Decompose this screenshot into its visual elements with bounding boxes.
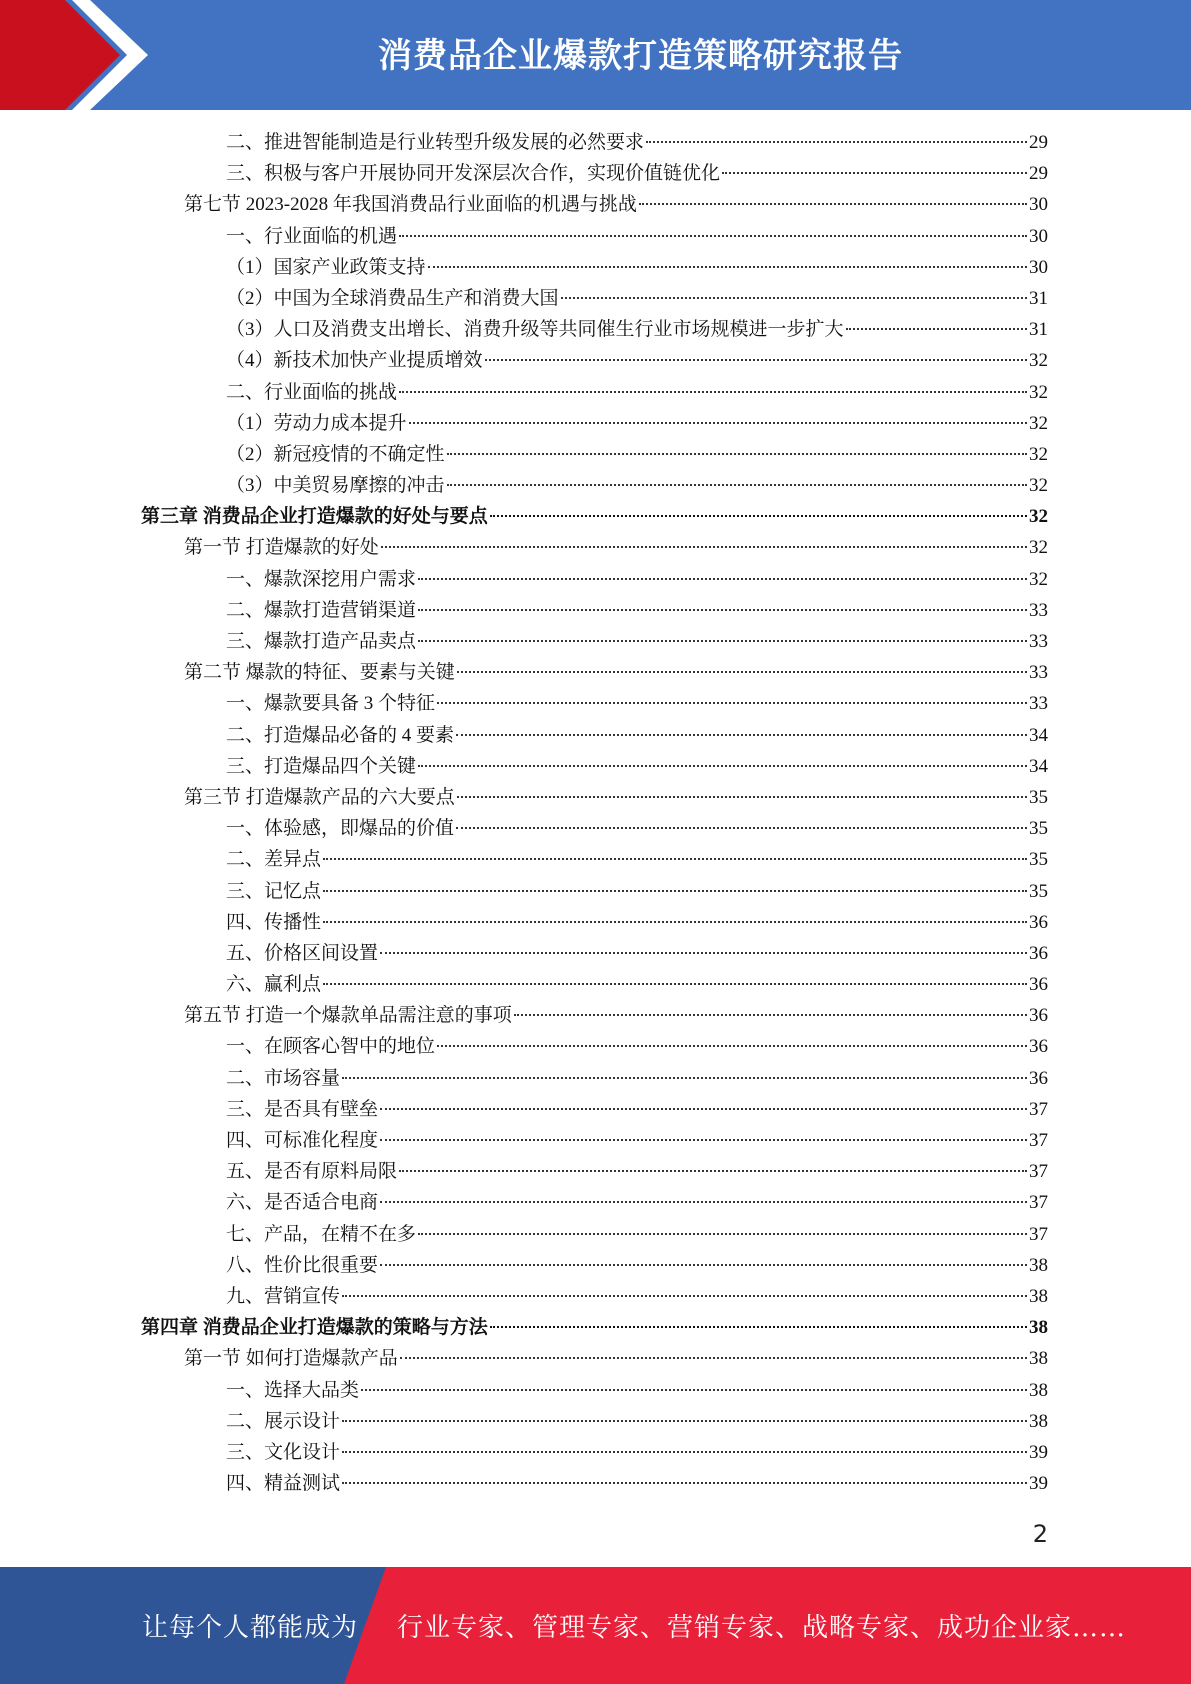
toc-entry[interactable] <box>141 1375 1048 1406</box>
toc-entry-label: 第一节 如何打造爆款产品 <box>184 1348 398 1370</box>
toc-dot-leader <box>380 1264 1027 1266</box>
toc-dot-leader <box>380 952 1027 954</box>
toc-entry[interactable] <box>141 439 1048 470</box>
toc-dot-leader <box>639 203 1027 205</box>
toc-dot-leader <box>361 1389 1027 1391</box>
toc-entry-page: 33 <box>1029 631 1048 652</box>
toc-entry-page: 37 <box>1029 1098 1048 1120</box>
toc-entry[interactable] <box>141 1250 1048 1281</box>
toc-entry[interactable] <box>141 501 1048 532</box>
toc-entry-label: 第七节 2023-2028 年我国消费品行业面临的机遇与挑战 <box>184 194 637 216</box>
toc-dot-leader <box>399 1170 1027 1172</box>
toc-entry[interactable] <box>141 907 1048 938</box>
toc-entry-page: 30 <box>1029 225 1048 247</box>
toc-entry[interactable] <box>141 1156 1048 1187</box>
toc-entry-label: 第二节 爆款的特征、要素与关键 <box>184 662 455 684</box>
toc-entry-page: 38 <box>1029 1348 1048 1370</box>
toc-dot-leader <box>323 890 1027 892</box>
toc-dot-leader <box>380 1139 1027 1141</box>
toc-dot-leader <box>400 1357 1027 1359</box>
toc-entry-label: 四、传播性 <box>226 911 322 933</box>
toc-entry-label: 六、赢利点 <box>226 974 322 996</box>
toc-entry[interactable] <box>141 189 1048 220</box>
toc-entry-page: 38 <box>1029 1254 1048 1276</box>
toc-dot-leader <box>437 1045 1027 1047</box>
toc-entry-page: 32 <box>1029 537 1048 559</box>
toc-dot-leader <box>323 983 1027 985</box>
toc-entry-page: 36 <box>1029 911 1048 933</box>
toc-entry-label: 四、可标准化程度 <box>226 1130 379 1151</box>
toc-entry-label: 二、市场容量 <box>226 1067 341 1089</box>
toc-dot-leader <box>342 1482 1027 1484</box>
toc-entry[interactable] <box>141 969 1048 1000</box>
toc-entry-page: 39 <box>1029 1441 1048 1463</box>
toc-entry-page: 36 <box>1029 1036 1048 1058</box>
toc-entry-label: 一、体验感，即爆品的价值 <box>226 818 455 840</box>
toc-dot-leader <box>428 266 1027 268</box>
toc-entry[interactable] <box>141 470 1048 501</box>
toc-entry-label: 二、行业面临的挑战 <box>226 381 398 403</box>
toc-entry-page: 35 <box>1029 786 1048 808</box>
toc-entry-label: 一、选择大品类 <box>226 1379 360 1401</box>
toc-entry-page: 37 <box>1029 1130 1048 1151</box>
toc-dot-leader <box>380 1201 1027 1203</box>
toc-entry-page: 32 <box>1029 475 1048 497</box>
toc-entry-label: （1）国家产业政策支持 <box>226 256 426 278</box>
toc-entry-label: 五、是否有原料局限 <box>226 1161 398 1183</box>
toc-entry[interactable] <box>141 1031 1048 1062</box>
toc-entry-page: 34 <box>1029 755 1048 777</box>
toc-entry-label: 一、在顾客心智中的地位 <box>226 1036 436 1058</box>
toc-entry[interactable] <box>141 345 1048 376</box>
toc-entry-page: 38 <box>1029 1285 1048 1307</box>
toc-dot-leader <box>646 141 1027 143</box>
toc-entry[interactable] <box>141 1187 1048 1218</box>
toc-dot-leader <box>418 765 1027 767</box>
toc-entry-page: 32 <box>1029 412 1048 434</box>
toc-entry-page: 36 <box>1029 1005 1048 1027</box>
toc-dot-leader <box>456 827 1027 829</box>
toc-entry-label: 三、积极与客户开展协同开发深层次合作，实现价值链优化 <box>226 163 721 185</box>
toc-entry-label: 第五节 打造一个爆款单品需注意的事项 <box>184 1005 512 1027</box>
toc-dot-leader <box>490 1326 1027 1328</box>
toc-entry[interactable] <box>141 127 1048 158</box>
toc-entry-page: 33 <box>1029 599 1048 621</box>
toc-dot-leader <box>399 235 1027 237</box>
toc-dot-leader <box>457 796 1027 798</box>
toc-dot-leader <box>485 359 1027 361</box>
toc-entry-page: 36 <box>1029 974 1048 996</box>
toc-entry[interactable] <box>141 782 1048 813</box>
toc-entry-page: 29 <box>1029 132 1048 153</box>
toc-entry[interactable] <box>141 1063 1048 1094</box>
toc-dot-leader <box>342 1420 1027 1422</box>
footer-slogan-right: 行业专家、管理专家、营销专家、战略专家、成功企业家…… <box>397 1613 1127 1643</box>
toc-entry-label: 四、精益测试 <box>226 1473 341 1495</box>
toc-entry[interactable] <box>141 688 1048 719</box>
toc-entry-label: 一、行业面临的机遇 <box>226 225 398 247</box>
toc-dot-leader <box>846 328 1027 330</box>
toc-entry-page: 29 <box>1029 163 1048 185</box>
toc-entry-page: 39 <box>1029 1473 1048 1495</box>
toc-entry-label: 二、打造爆品必备的 4 要素 <box>226 724 455 746</box>
toc-entry-label: 二、爆款打造营销渠道 <box>226 599 417 621</box>
toc-entry-label: 第四章 消费品企业打造爆款的策略与方法 <box>141 1317 488 1339</box>
toc-entry-page: 36 <box>1029 1067 1048 1089</box>
toc-entry-label: 第三章 消费品企业打造爆款的好处与要点 <box>141 506 488 528</box>
toc-entry-label: （2）新冠疫情的不确定性 <box>226 443 445 465</box>
toc-entry-page: 38 <box>1029 1317 1048 1339</box>
toc-entry-label: （3）中美贸易摩擦的冲击 <box>226 475 445 497</box>
toc-entry-label: 三、爆款打造产品卖点 <box>226 631 417 652</box>
toc-entry-label: （2）中国为全球消费品生产和消费大国 <box>226 287 559 309</box>
toc-entry-page: 32 <box>1029 506 1048 528</box>
toc-entry[interactable] <box>141 564 1048 595</box>
page-header <box>0 0 1191 110</box>
toc-entry[interactable] <box>141 844 1048 875</box>
toc-dot-leader <box>457 671 1027 673</box>
toc-entry-label: 三、记忆点 <box>226 880 322 902</box>
toc-entry-page: 32 <box>1029 443 1048 465</box>
toc-dot-leader <box>418 640 1027 642</box>
toc-entry-label: （1）劳动力成本提升 <box>226 412 407 434</box>
toc-entry-label: 三、文化设计 <box>226 1441 341 1463</box>
toc-entry[interactable] <box>141 1000 1048 1031</box>
toc-entry[interactable] <box>141 720 1048 751</box>
toc-dot-leader <box>490 515 1027 517</box>
toc-dot-leader <box>447 484 1027 486</box>
toc-dot-leader <box>514 1014 1027 1016</box>
toc-entry-page: 30 <box>1029 194 1048 216</box>
toc-entry-page: 33 <box>1029 662 1048 684</box>
toc-dot-leader <box>342 1451 1027 1453</box>
toc-dot-leader <box>399 391 1027 393</box>
toc-dot-leader <box>381 546 1027 548</box>
toc-entry-page: 35 <box>1029 849 1048 871</box>
toc-entry[interactable] <box>141 158 1048 189</box>
toc-entry[interactable] <box>141 221 1048 252</box>
toc-entry-label: 三、是否具有壁垒 <box>226 1098 379 1120</box>
toc-dot-leader <box>380 1108 1027 1110</box>
toc-entry[interactable] <box>141 595 1048 626</box>
toc-entry[interactable] <box>141 1125 1048 1156</box>
toc-dot-leader <box>323 921 1027 923</box>
toc-entry-label: 九、营销宣传 <box>226 1285 341 1307</box>
toc-entry[interactable] <box>141 252 1048 283</box>
toc-dot-leader <box>456 734 1027 736</box>
toc-entry-label: 一、爆款深挖用户需求 <box>226 568 417 590</box>
toc-entry-page: 37 <box>1029 1192 1048 1214</box>
toc-entry-page: 38 <box>1029 1379 1048 1401</box>
toc-entry-page: 35 <box>1029 818 1048 840</box>
toc-dot-leader <box>561 297 1027 299</box>
toc-dot-leader <box>418 578 1027 580</box>
toc-dot-leader <box>447 453 1027 455</box>
toc-entry[interactable] <box>141 1094 1048 1125</box>
toc-entry[interactable] <box>141 657 1048 688</box>
toc-entry-page: 32 <box>1029 381 1048 403</box>
toc-entry[interactable] <box>141 1437 1048 1468</box>
toc-entry[interactable] <box>141 1219 1048 1250</box>
toc-entry-label: （4）新技术加快产业提质增效 <box>226 350 483 372</box>
toc-entry-page: 31 <box>1029 287 1048 309</box>
toc-entry-page: 38 <box>1029 1410 1048 1432</box>
footer-slogan-left: 让每个人都能成为 <box>142 1613 359 1643</box>
toc-entry[interactable] <box>141 1312 1048 1343</box>
toc-dot-leader <box>722 172 1027 174</box>
toc-entry-page: 30 <box>1029 256 1048 278</box>
toc-entry-label: 二、展示设计 <box>226 1410 341 1432</box>
toc-entry[interactable] <box>141 1281 1048 1312</box>
toc-entry-label: 七、产品，在精不在多 <box>226 1223 417 1245</box>
toc-entry[interactable] <box>141 1468 1048 1499</box>
toc-entry-label: 一、爆款要具备 3 个特征 <box>226 693 436 715</box>
page-number: 2 <box>1032 1520 1048 1548</box>
toc-entry-page: 34 <box>1029 724 1048 746</box>
document-title: 消费品企业爆款打造策略研究报告 <box>378 36 903 76</box>
toc-entry-label: （3）人口及消费支出增长、消费升级等共同催生行业市场规模进一步扩大 <box>226 319 844 341</box>
toc-dot-leader <box>437 702 1027 704</box>
toc-entry-label: 八、性价比很重要 <box>226 1254 379 1276</box>
toc-entry[interactable] <box>141 532 1048 563</box>
page-footer <box>0 1567 1191 1684</box>
toc-dot-leader <box>418 1233 1027 1235</box>
toc-dot-leader <box>409 422 1027 424</box>
toc-entry-page: 37 <box>1029 1161 1048 1183</box>
toc-entry[interactable] <box>141 408 1048 439</box>
toc-entry[interactable] <box>141 1406 1048 1437</box>
toc-entry-label: 二、差异点 <box>226 849 322 871</box>
toc-entry[interactable] <box>141 876 1048 907</box>
toc-entry[interactable] <box>141 377 1048 408</box>
toc-entry-label: 五、价格区间设置 <box>226 942 379 964</box>
toc-dot-leader <box>342 1077 1027 1079</box>
toc-entry-page: 35 <box>1029 880 1048 902</box>
table-of-contents <box>141 127 1048 1499</box>
toc-entry-label: 二、推进智能制造是行业转型升级发展的必然要求 <box>226 132 645 153</box>
toc-entry-page: 33 <box>1029 693 1048 715</box>
toc-dot-leader <box>418 609 1027 611</box>
toc-entry[interactable] <box>141 314 1048 345</box>
toc-entry[interactable] <box>141 751 1048 782</box>
toc-entry-page: 36 <box>1029 942 1048 964</box>
toc-dot-leader <box>323 858 1027 860</box>
toc-entry[interactable] <box>141 813 1048 844</box>
toc-dot-leader <box>342 1295 1027 1297</box>
toc-entry-label: 六、是否适合电商 <box>226 1192 379 1214</box>
toc-entry-label: 第一节 打造爆款的好处 <box>184 537 379 559</box>
toc-entry-page: 32 <box>1029 568 1048 590</box>
toc-entry-page: 37 <box>1029 1223 1048 1245</box>
toc-entry[interactable] <box>141 283 1048 314</box>
toc-entry[interactable] <box>141 626 1048 657</box>
toc-entry[interactable] <box>141 1343 1048 1374</box>
toc-entry-page: 31 <box>1029 319 1048 341</box>
toc-entry[interactable] <box>141 938 1048 969</box>
toc-entry-label: 第三节 打造爆款产品的六大要点 <box>184 786 455 808</box>
toc-entry-label: 三、打造爆品四个关键 <box>226 755 417 777</box>
toc-entry-page: 32 <box>1029 350 1048 372</box>
